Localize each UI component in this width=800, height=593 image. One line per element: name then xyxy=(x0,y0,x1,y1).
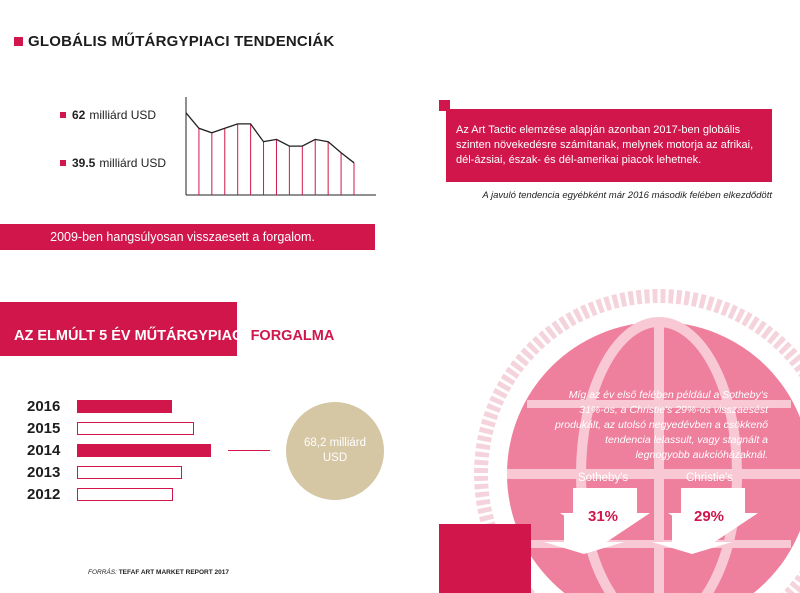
bottom-accent-block xyxy=(439,524,531,593)
series-line xyxy=(186,113,354,163)
trend-line-chart xyxy=(180,95,380,200)
source-label: FORRÁS: xyxy=(88,569,117,576)
source-text: TEFAF ART MARKET REPORT 2017 xyxy=(116,569,229,576)
christies-decline: 29% xyxy=(694,508,725,525)
year-label: 2015 xyxy=(27,420,61,437)
year-label: 2014 xyxy=(27,442,61,459)
year-label: 2012 xyxy=(27,486,61,503)
forecast-box xyxy=(446,109,772,182)
section-title-global-trends xyxy=(14,33,334,50)
legend-marker xyxy=(60,112,66,118)
christies-label: Christie's xyxy=(686,472,733,484)
section-title-five-years xyxy=(14,328,334,344)
section-title-part1: AZ ELMÚLT 5 ÉV MŰTÁRGYPIACI xyxy=(14,328,247,344)
sothebys-decline: 31% xyxy=(588,508,619,525)
year-bar xyxy=(77,488,173,501)
year-bar xyxy=(77,466,182,479)
total-value-circle xyxy=(286,402,384,500)
circle-unit: USD xyxy=(322,452,348,464)
legend-item-high xyxy=(60,108,156,122)
year-bar xyxy=(77,422,194,435)
section-title-part2: FORGALMA xyxy=(250,328,335,344)
section-title-text: GLOBÁLIS MŰTÁRGYPIACI TENDENCIÁK xyxy=(28,33,335,50)
year-label: 2016 xyxy=(27,398,61,415)
legend-unit: milliárd USD xyxy=(89,108,157,122)
year-labels xyxy=(27,396,60,506)
auction-houses-text: Míg az év első felében például a Sotheby's 31%-os, a Christie's 29%-os visszaesést produkált, az utolsó negyedévben a csökkenő tendencia lelassult, vagy stagnált a legnogyobb aukcióházaknál. xyxy=(554,389,768,461)
year-label: 2013 xyxy=(27,464,61,481)
year-bar xyxy=(77,400,172,413)
decline-banner-text: 2009-ben hangsúlyosan visszaesett a forgalom. xyxy=(50,230,315,244)
year-bar xyxy=(77,444,211,457)
legend-unit: milliárd USD xyxy=(99,156,167,170)
connector-line xyxy=(228,450,270,451)
decline-banner xyxy=(0,224,375,250)
circle-value: 68,2 milliárd xyxy=(304,437,366,449)
forecast-text: Az Art Tactic elemzése alapján azonban 2017-ben globális szinten növekedésre számítanak, melynek motorja az afrikai, dél-ázsiai, észak- és dél-amerikai piacok lehetnek. xyxy=(456,124,754,166)
yearly-bars xyxy=(77,400,217,510)
legend-item-low xyxy=(60,156,166,170)
legend-marker xyxy=(60,160,66,166)
legend-value: 62 xyxy=(72,108,86,122)
title-marker xyxy=(14,37,23,46)
sothebys-label: Sotheby's xyxy=(578,472,629,484)
trend-caption: A javuló tendencia egyébként már 2016 második felében elkezdődött xyxy=(482,190,772,201)
source-note xyxy=(88,569,229,576)
legend-value: 39.5 xyxy=(72,156,96,170)
